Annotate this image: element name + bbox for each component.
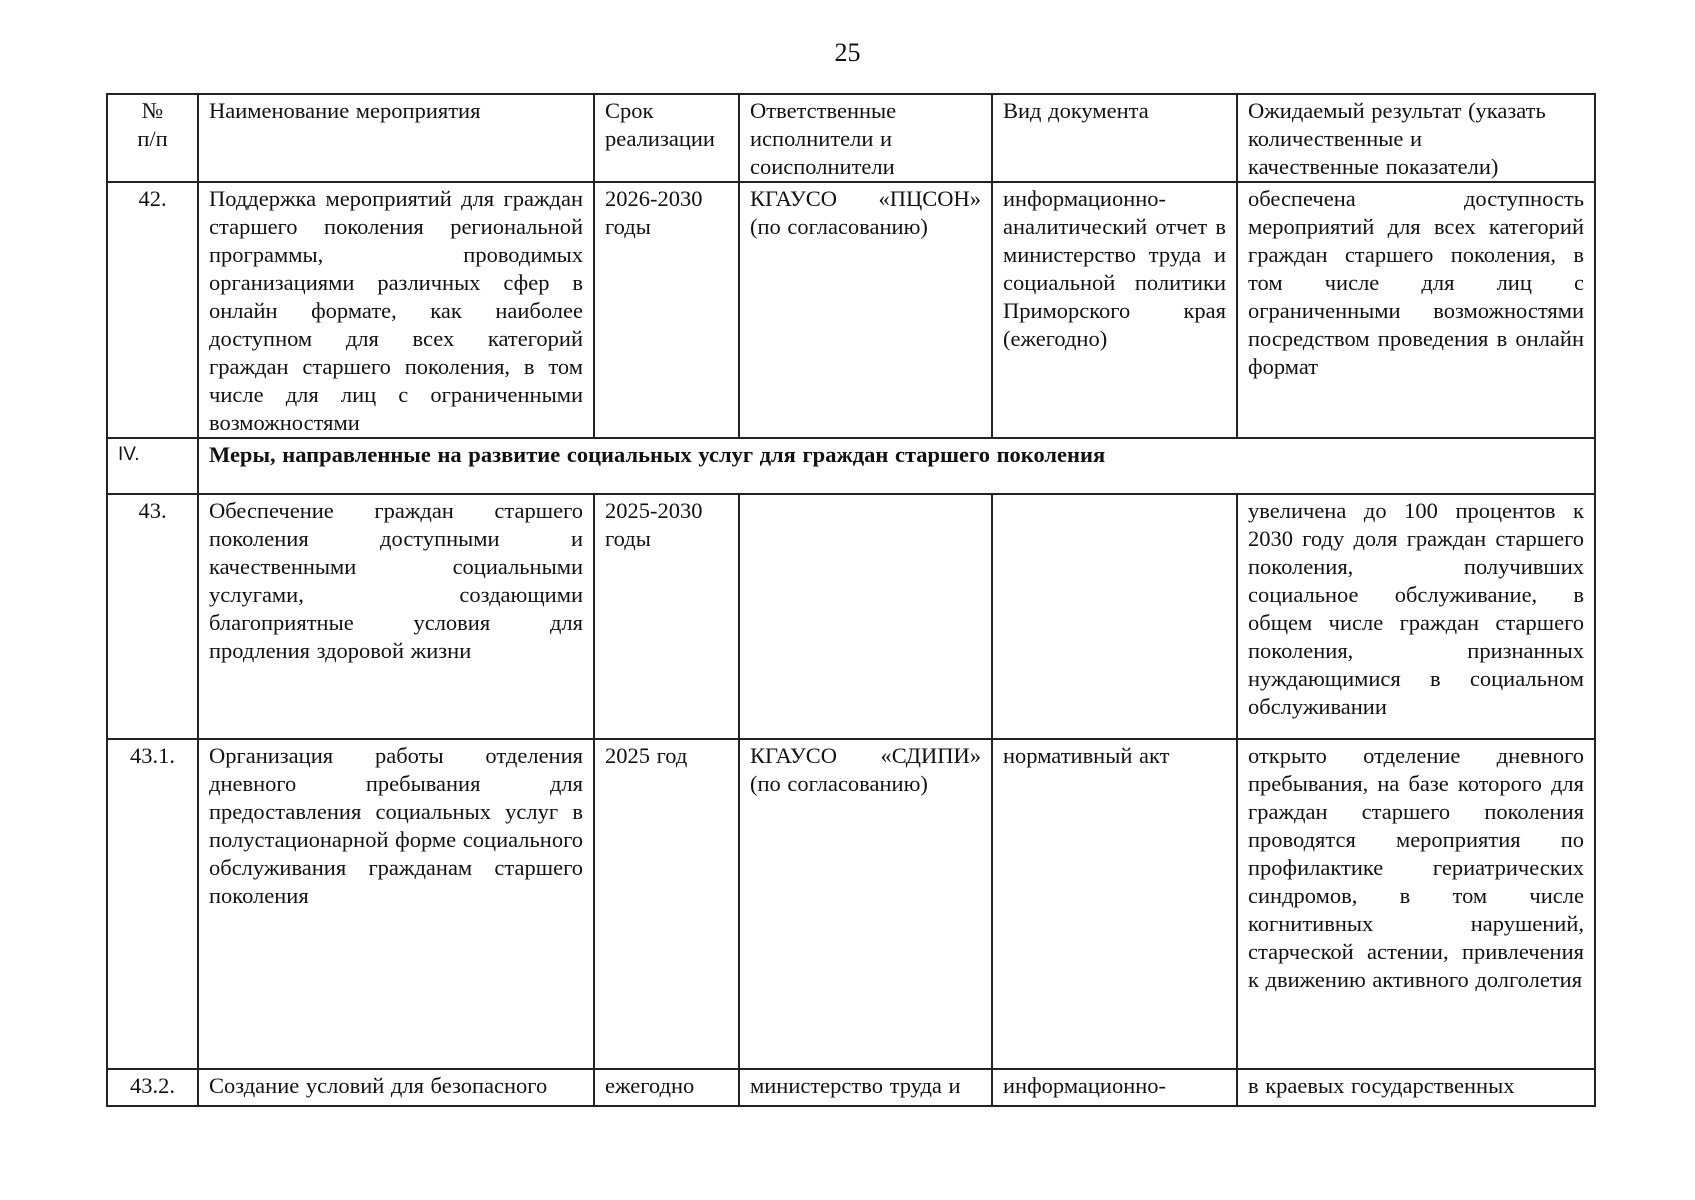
row-name: Организация работы отделения дневного пребывания для предоставления социальных услуг в полустационарной форме социального обслуживания гражданам старшего поколения: [198, 739, 594, 1069]
row-document: [992, 494, 1237, 739]
header-cell-number: № п/п: [107, 94, 198, 182]
section-number: IV.: [107, 438, 198, 494]
row-term: 2025-2030 годы: [594, 494, 739, 739]
row-responsible: КГАУСО «ПЦСОН» (по согласованию): [739, 182, 992, 438]
row-responsible: КГАУСО «СДИПИ» (по согласованию): [739, 739, 992, 1069]
header-cell-responsible: Ответственные исполнители и соисполнители: [739, 94, 992, 182]
header-cell-name: Наименование мероприятия: [198, 94, 594, 182]
header-cell-document: Вид документа: [992, 94, 1237, 182]
row-number: 43.1.: [107, 739, 198, 1069]
row-result: открыто отделение дневного пребывания, на базе которого для граждан старшего поколения проводятся мероприятия по профилактике гериатрических синдромов, в том числе когнитивных нарушений, старческой астении, привлечения к движению активного долголетия: [1237, 739, 1595, 1069]
header-cell-result: Ожидаемый результат (указать количественные и качественные показатели): [1237, 94, 1595, 182]
table-row: [107, 1069, 1595, 1106]
row-name: Обеспечение граждан старшего поколения доступными и качественными социальными услугами, создающими благоприятные условия для продления здоровой жизни: [198, 494, 594, 739]
row-number: 42.: [107, 182, 198, 438]
section-header-row: [107, 438, 1595, 494]
row-number: 43.: [107, 494, 198, 739]
row-name: Поддержка мероприятий для граждан старшего поколения региональной программы, проводимых организациями различных сфер в онлайн формате, как наиболее доступном для всех категорий граждан старшего поколения, в том числе для лиц с ограниченными возможностями: [198, 182, 594, 438]
page-number: 25: [834, 38, 861, 67]
row-document: нормативный акт: [992, 739, 1237, 1069]
row-term: 2026-2030 годы: [594, 182, 739, 438]
activities-table: [106, 93, 1596, 1107]
table-row: [107, 182, 1595, 438]
table-header-row: [107, 94, 1595, 182]
table-row: [107, 739, 1595, 1069]
table-row: [107, 494, 1595, 739]
row-number: 43.2.: [107, 1069, 198, 1106]
section-title: Меры, направленные на развитие социальных услуг для граждан старшего поколения: [198, 438, 1595, 494]
row-responsible: министерство труда и: [739, 1069, 992, 1106]
row-name: Создание условий для безопасного: [198, 1069, 594, 1106]
row-result: увеличена до 100 процентов к 2030 году доля граждан старшего поколения, получивших социальное обслуживание, в общем числе граждан старшего поколения, признанных нуждающимися в социальном обслуживании: [1237, 494, 1595, 739]
row-term: ежегодно: [594, 1069, 739, 1106]
header-cell-term: Срок реализации: [594, 94, 739, 182]
row-document: информационно-аналитический отчет в министерство труда и социальной политики Приморского края (ежегодно): [992, 182, 1237, 438]
row-result: обеспечена доступность мероприятий для всех категорий граждан старшего поколения, в том числе для лиц с ограниченными возможностями посредством проведения в онлайн формат: [1237, 182, 1595, 438]
row-result: в краевых государственных: [1237, 1069, 1595, 1106]
row-responsible: [739, 494, 992, 739]
row-document: информационно-: [992, 1069, 1237, 1106]
row-term: 2025 год: [594, 739, 739, 1069]
